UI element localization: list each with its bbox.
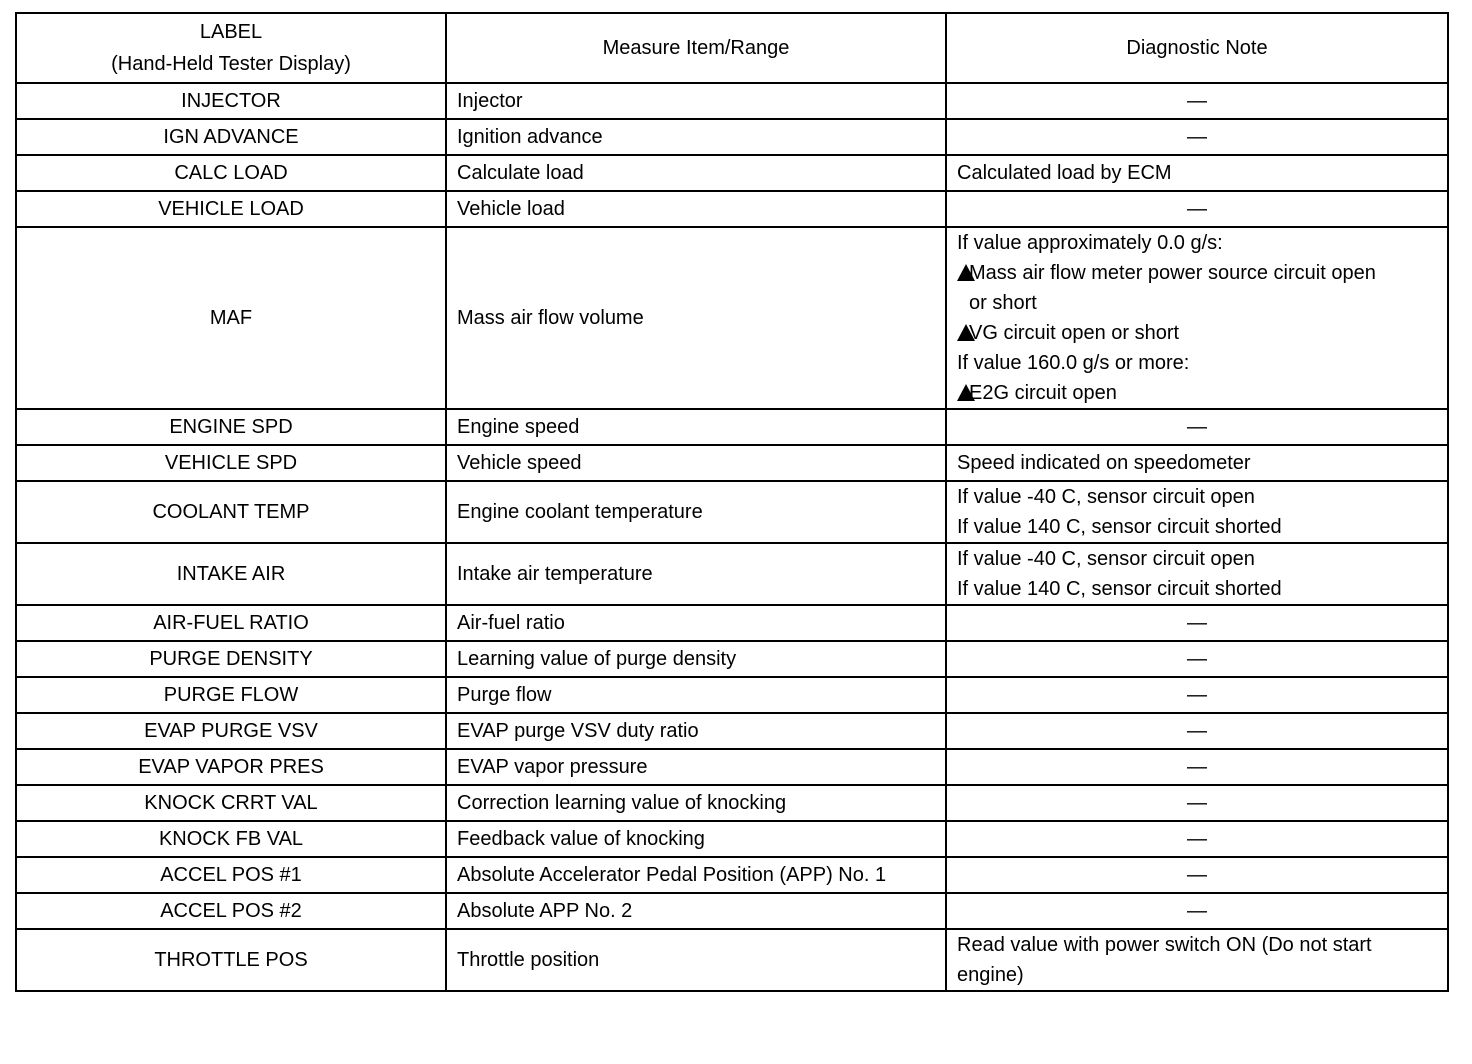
row-measure-item: Ignition advance: [446, 119, 946, 155]
header-row: [16, 13, 1448, 83]
note-line: [957, 228, 1437, 258]
row-diagnostic-note: [946, 929, 1448, 991]
table-row: [16, 155, 1448, 191]
header-label-line2: (Hand-Held Tester Display): [111, 53, 351, 75]
row-label: ACCEL POS #2: [16, 893, 446, 929]
row-label: CALC LOAD: [16, 155, 446, 191]
note-text: If value -40 C, sensor circuit open: [957, 548, 1255, 570]
row-measure-item: Vehicle speed: [446, 445, 946, 481]
row-measure-item: Vehicle load: [446, 191, 946, 227]
note-line: [957, 288, 1437, 318]
header-measure: Measure Item/Range: [446, 13, 946, 83]
note-text: —: [1187, 416, 1207, 438]
table-body: [16, 83, 1448, 991]
table-row: [16, 409, 1448, 445]
row-measure-item: Engine speed: [446, 409, 946, 445]
row-diagnostic-note: [946, 641, 1448, 677]
row-label: PURGE FLOW: [16, 677, 446, 713]
row-label: KNOCK CRRT VAL: [16, 785, 446, 821]
row-measure-item: Injector: [446, 83, 946, 119]
note-text: —: [1187, 684, 1207, 706]
empty-note-dash: [957, 716, 1437, 746]
table-row: [16, 857, 1448, 893]
table-row: [16, 605, 1448, 641]
note-text: —: [1187, 612, 1207, 634]
table-row: [16, 749, 1448, 785]
note-text: Speed indicated on speedometer: [957, 452, 1251, 474]
row-diagnostic-note: [946, 677, 1448, 713]
row-label: EVAP PURGE VSV: [16, 713, 446, 749]
note-text: —: [1187, 126, 1207, 148]
row-measure-item: Feedback value of knocking: [446, 821, 946, 857]
row-measure-item: Learning value of purge density: [446, 641, 946, 677]
row-label: THROTTLE POS: [16, 929, 446, 991]
empty-note-dash: [957, 194, 1437, 224]
empty-note-dash: [957, 680, 1437, 710]
row-measure-item: EVAP vapor pressure: [446, 749, 946, 785]
empty-note-dash: [957, 788, 1437, 818]
table-row: [16, 641, 1448, 677]
note-text: —: [1187, 792, 1207, 814]
empty-note-dash: [957, 752, 1437, 782]
note-line: [957, 930, 1437, 960]
header-label: [16, 13, 446, 83]
note-text: —: [1187, 720, 1207, 742]
row-measure-item: Correction learning value of knocking: [446, 785, 946, 821]
note-line: [957, 448, 1437, 478]
note-text: —: [1187, 756, 1207, 778]
row-label: EVAP VAPOR PRES: [16, 749, 446, 785]
empty-note-dash: [957, 896, 1437, 926]
table-row: [16, 785, 1448, 821]
row-measure-item: Intake air temperature: [446, 543, 946, 605]
row-label: VEHICLE SPD: [16, 445, 446, 481]
row-measure-item: Throttle position: [446, 929, 946, 991]
note-text: —: [1187, 828, 1207, 850]
note-text: If value -40 C, sensor circuit open: [957, 486, 1255, 508]
note-text: engine): [957, 964, 1024, 986]
row-diagnostic-note: [946, 83, 1448, 119]
row-measure-item: Air-fuel ratio: [446, 605, 946, 641]
note-line: [957, 960, 1437, 990]
row-measure-item: EVAP purge VSV duty ratio: [446, 713, 946, 749]
empty-note-dash: [957, 860, 1437, 890]
row-label: INTAKE AIR: [16, 543, 446, 605]
header-label-line1: LABEL: [199, 21, 263, 43]
empty-note-dash: [957, 824, 1437, 854]
row-measure-item: Purge flow: [446, 677, 946, 713]
row-diagnostic-note: [946, 713, 1448, 749]
row-diagnostic-note: [946, 191, 1448, 227]
row-label: VEHICLE LOAD: [16, 191, 446, 227]
table-row: [16, 83, 1448, 119]
note-text: If value 140 C, sensor circuit shorted: [957, 516, 1282, 538]
table-row: [16, 227, 1448, 409]
table-row: [16, 929, 1448, 991]
note-line: [957, 378, 1437, 408]
note-line: [957, 574, 1437, 604]
note-text: Mass air flow meter power source circuit open: [969, 262, 1376, 284]
row-diagnostic-note: [946, 445, 1448, 481]
table-row: [16, 119, 1448, 155]
empty-note-dash: [957, 412, 1437, 442]
row-diagnostic-note: [946, 409, 1448, 445]
row-label: MAF: [16, 227, 446, 409]
empty-note-dash: [957, 86, 1437, 116]
note-text: Read value with power switch ON (Do not start: [957, 934, 1372, 956]
row-diagnostic-note: [946, 749, 1448, 785]
note-line: [957, 258, 1437, 288]
empty-note-dash: [957, 608, 1437, 638]
note-text: —: [1187, 864, 1207, 886]
row-label: ACCEL POS #1: [16, 857, 446, 893]
row-measure-item: Absolute Accelerator Pedal Position (APP) No. 1: [446, 857, 946, 893]
note-line: [957, 348, 1437, 378]
note-text: —: [1187, 90, 1207, 112]
row-label: AIR-FUEL RATIO: [16, 605, 446, 641]
table-row: [16, 713, 1448, 749]
note-text: or short: [969, 292, 1037, 314]
table-header: [16, 13, 1448, 83]
note-line: [957, 544, 1437, 574]
row-label: KNOCK FB VAL: [16, 821, 446, 857]
row-label: ENGINE SPD: [16, 409, 446, 445]
empty-note-dash: [957, 644, 1437, 674]
table-row: [16, 481, 1448, 543]
row-measure-item: Calculate load: [446, 155, 946, 191]
row-measure-item: Mass air flow volume: [446, 227, 946, 409]
row-label: COOLANT TEMP: [16, 481, 446, 543]
note-text: Calculated load by ECM: [957, 162, 1172, 184]
row-label: PURGE DENSITY: [16, 641, 446, 677]
row-label: INJECTOR: [16, 83, 446, 119]
note-text: VG circuit open or short: [969, 322, 1180, 344]
table-row: [16, 677, 1448, 713]
row-diagnostic-note: [946, 605, 1448, 641]
row-diagnostic-note: [946, 893, 1448, 929]
row-diagnostic-note: [946, 481, 1448, 543]
note-text: If value 160.0 g/s or more:: [957, 352, 1190, 374]
note-line: [957, 512, 1437, 542]
note-line: [957, 482, 1437, 512]
row-diagnostic-note: [946, 857, 1448, 893]
note-line: [957, 158, 1437, 188]
row-measure-item: Absolute APP No. 2: [446, 893, 946, 929]
table-row: [16, 191, 1448, 227]
table-row: [16, 543, 1448, 605]
table-row: [16, 445, 1448, 481]
row-diagnostic-note: [946, 155, 1448, 191]
note-text: E2G circuit open: [969, 382, 1117, 404]
empty-note-dash: [957, 122, 1437, 152]
row-diagnostic-note: [946, 227, 1448, 409]
note-text: —: [1187, 198, 1207, 220]
tester-data-table: [15, 12, 1449, 992]
row-diagnostic-note: [946, 785, 1448, 821]
table-row: [16, 893, 1448, 929]
row-label: IGN ADVANCE: [16, 119, 446, 155]
row-diagnostic-note: [946, 821, 1448, 857]
row-diagnostic-note: [946, 119, 1448, 155]
header-note: Diagnostic Note: [946, 13, 1448, 83]
row-measure-item: Engine coolant temperature: [446, 481, 946, 543]
note-text: If value 140 C, sensor circuit shorted: [957, 578, 1282, 600]
note-text: —: [1187, 900, 1207, 922]
note-text: —: [1187, 648, 1207, 670]
note-text: If value approximately 0.0 g/s:: [957, 232, 1223, 254]
note-line: [957, 318, 1437, 348]
table-row: [16, 821, 1448, 857]
row-diagnostic-note: [946, 543, 1448, 605]
